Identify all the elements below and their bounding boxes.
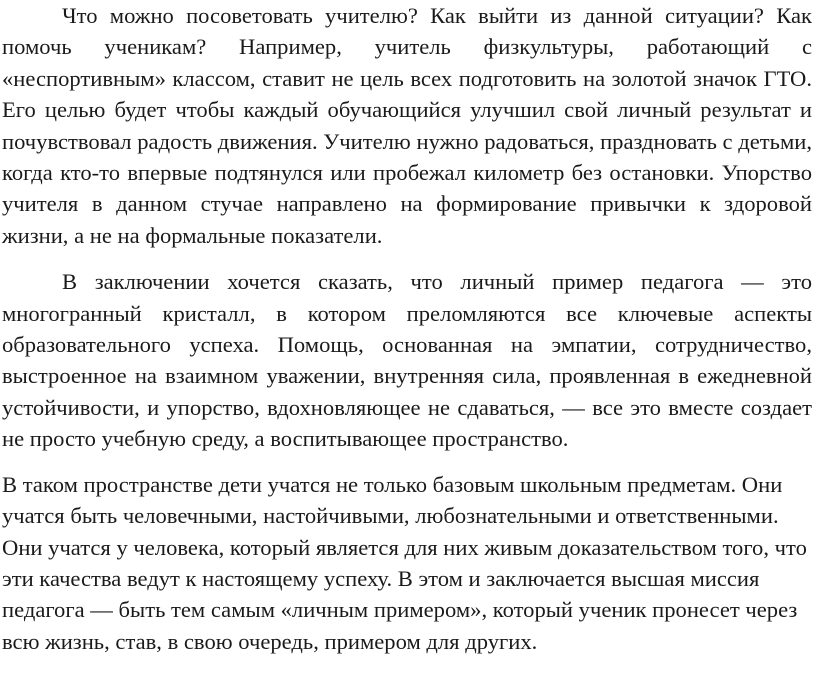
paragraph-advice: Что можно посоветовать учителю? Как выйти из данной ситуации? Как помочь ученикам? Например, учитель физкультуры, работающий с «неспортивным» классом, ставит не цель всех подготовить на золотой значок ГТО. Его целью будет чтобы каждый обучающийся улучшил свой личный результат и почувствовал радость движения. Учителю нужно радоваться, праздновать с детьми, когда кто-то впервые подтянулся или пробежал километр без остановки. Упорство учителя в данном стучае направлено на формирование привычки к здоровой жизни, а не на формальные показатели. — [2, 3, 812, 248]
document-page — [2, 0, 812, 657]
paragraph-conclusion: В заключении хочется сказать, что личный пример педагога — это многогранный кристалл, в котором преломляются все ключевые аспекты образовательного успеха. Помощь, основанная на эмпатии, сотрудничество, выстроенное на взаимном уважении, внутренняя сила, проявленная в ежедневной устойчивости, и упорство, вдохновляющее не сдаваться, — все это вместе создает не просто учебную среду, а воспитывающее пространство. — [2, 269, 812, 452]
paragraph-mission: В таком пространстве дети учатся не только базовым школьным предметам. Они учатся быть человечными, настойчивыми, любознательными и ответственными. Они учатся у человека, который является для них живым доказательством того, что эти качества ведут к настоящему успеху. В этом и заключается высшая миссия педагога — быть тем самым «личным примером», который ученик пронесет через всю жизнь, став, в свою очередь, примером для других. — [2, 471, 807, 654]
